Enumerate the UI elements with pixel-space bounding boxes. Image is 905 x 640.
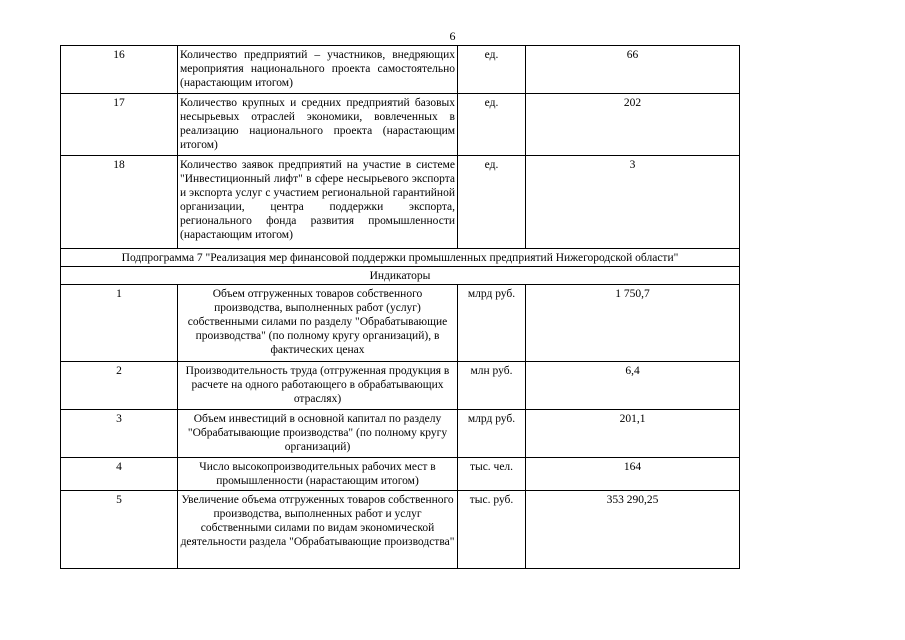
table-row (61, 285, 740, 362)
indicators-header-row (61, 267, 740, 285)
page-number: 6 (449, 29, 456, 43)
indicators-table (60, 45, 740, 569)
unit-cell: млрд руб. (458, 285, 526, 362)
table-row (61, 491, 740, 569)
row-number: 2 (61, 362, 178, 410)
value-cell: 3 (526, 156, 740, 249)
unit-cell: млн руб. (458, 362, 526, 410)
table-row (61, 362, 740, 410)
indicator-name: Число высокопроизводительных рабочих мест в промышленности (нарастающим итогом) (178, 458, 458, 491)
value-cell: 66 (526, 46, 740, 94)
row-number: 3 (61, 410, 178, 458)
table-row (61, 156, 740, 249)
indicator-name: Количество крупных и средних предприятий базовых несырьевых отраслей экономики, вовлеченных в реализацию национального проекта (нарастающим итогом) (178, 94, 458, 156)
subprogram-title: Подпрограмма 7 "Реализация мер финансовой поддержки промышленных предприятий Нижегородской области" (61, 249, 740, 267)
indicator-name: Производительность труда (отгруженная продукция в расчете на одного работающего в обрабатывающих отраслях) (178, 362, 458, 410)
indicator-name: Объем инвестиций в основной капитал по разделу "Обрабатывающие производства" (по полному кругу организаций) (178, 410, 458, 458)
row-number: 16 (61, 46, 178, 94)
indicator-name: Количество заявок предприятий на участие в системе "Инвестиционный лифт" в сфере несырьевого экспорта и экспорта услуг с участием региональной гарантийной организации, центра поддержки экспорта, регионального фонда развития промышленности (нарастающим итогом) (178, 156, 458, 249)
table-row (61, 410, 740, 458)
indicator-name: Количество предприятий – участников, внедряющих мероприятия национального проекта самостоятельно (нарастающим итогом) (178, 46, 458, 94)
unit-cell: ед. (458, 46, 526, 94)
indicators-title: Индикаторы (61, 267, 740, 285)
indicator-name: Объем отгруженных товаров собственного производства, выполненных работ (услуг) собственными силами по разделу "Обрабатывающие производства" (по полному кругу организаций), в фактических ценах (178, 285, 458, 362)
unit-cell: ед. (458, 156, 526, 249)
row-number: 17 (61, 94, 178, 156)
row-number: 1 (61, 285, 178, 362)
table-row (61, 46, 740, 94)
table-row (61, 458, 740, 491)
unit-cell: ед. (458, 94, 526, 156)
value-cell: 201,1 (526, 410, 740, 458)
row-number: 4 (61, 458, 178, 491)
row-number: 5 (61, 491, 178, 569)
unit-cell: тыс. руб. (458, 491, 526, 569)
unit-cell: млрд руб. (458, 410, 526, 458)
value-cell: 6,4 (526, 362, 740, 410)
unit-cell: тыс. чел. (458, 458, 526, 491)
value-cell: 202 (526, 94, 740, 156)
value-cell: 353 290,25 (526, 491, 740, 569)
value-cell: 164 (526, 458, 740, 491)
subprogram-row (61, 249, 740, 267)
table-row (61, 94, 740, 156)
row-number: 18 (61, 156, 178, 249)
indicator-name: Увеличение объема отгруженных товаров собственного производства, выполненных работ и услуг собственными силами по видам экономической деятельности раздела "Обрабатывающие производства" (178, 491, 458, 569)
value-cell: 1 750,7 (526, 285, 740, 362)
